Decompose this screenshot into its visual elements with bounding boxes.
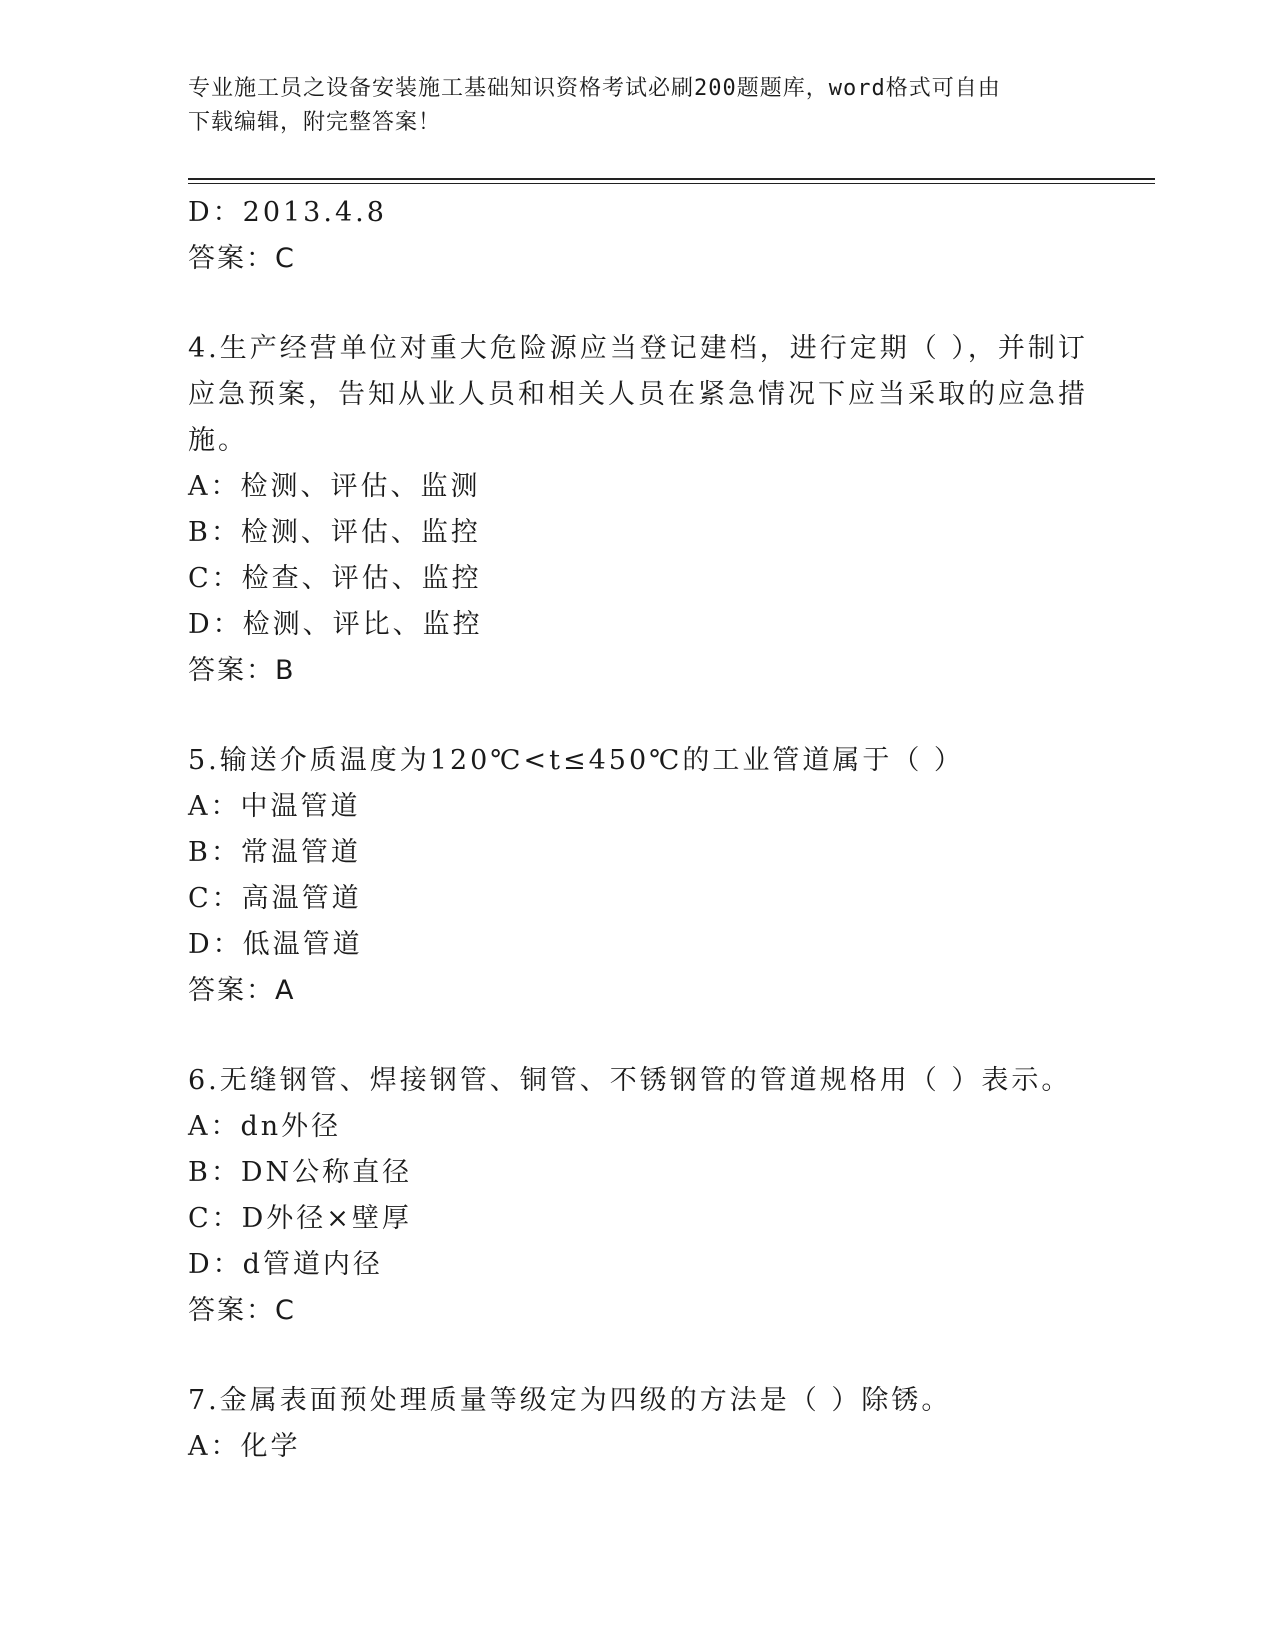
question-block [188,1058,1088,1334]
question-text-line: 应急预案，告知从业人员和相关人员在紧急情况下应当采取的应急措 [188,379,1088,410]
answer-key: 答案：B [188,655,296,686]
answer-option: A：化学 [188,1431,301,1462]
answer-key: 答案：C [188,1295,296,1326]
question-text-line: 6.无缝钢管、焊接钢管、铜管、不锈钢管的管道规格用（ ）表示。 [188,1065,1072,1096]
block-spacer [188,694,1088,738]
question-text-line: 7.金属表面预处理质量等级定为四级的方法是（ ）除锈。 [188,1385,952,1416]
answer-option: A：dn外径 [188,1111,342,1142]
question-block [188,190,1088,282]
question-text-line: 施。 [188,425,248,456]
answer-option: D：d管道内径 [188,1249,383,1280]
header-line-1: 专业施工员之设备安装施工基础知识资格考试必刷200题题库，word格式可自由 [188,76,1001,101]
answer-key: 答案：A [188,975,296,1006]
header-divider-thin [188,183,1155,184]
answer-option: B：检测、评估、监控 [188,517,481,548]
block-spacer [188,1334,1088,1378]
question-text-line: 5.输送介质温度为120℃<t≤450℃的工业管道属于（ ） [188,745,964,776]
answer-option: D：2013.4.8 [188,197,387,228]
answer-option: B：常温管道 [188,837,361,868]
answer-option: D：低温管道 [188,929,363,960]
answer-option: C：检查、评估、监控 [188,563,482,594]
question-block [188,1378,1088,1470]
question-list [188,190,1088,1470]
header-line-2: 下载编辑，附完整答案！ [188,110,442,135]
document-header [188,72,1078,140]
block-spacer [188,1014,1088,1058]
answer-option: A：检测、评估、监测 [188,471,481,502]
answer-option: C：高温管道 [188,883,362,914]
header-divider-thick [188,178,1155,180]
block-spacer [188,282,1088,326]
answer-option: B：DN公称直径 [188,1157,413,1188]
question-block [188,326,1088,694]
answer-key: 答案：C [188,243,296,274]
answer-option: C：D外径×壁厚 [188,1203,412,1234]
question-text-line: 4.生产经营单位对重大危险源应当登记建档，进行定期（ ），并制订 [188,333,1088,364]
answer-option: A：中温管道 [188,791,361,822]
answer-option: D：检测、评比、监控 [188,609,483,640]
question-block [188,738,1088,1014]
